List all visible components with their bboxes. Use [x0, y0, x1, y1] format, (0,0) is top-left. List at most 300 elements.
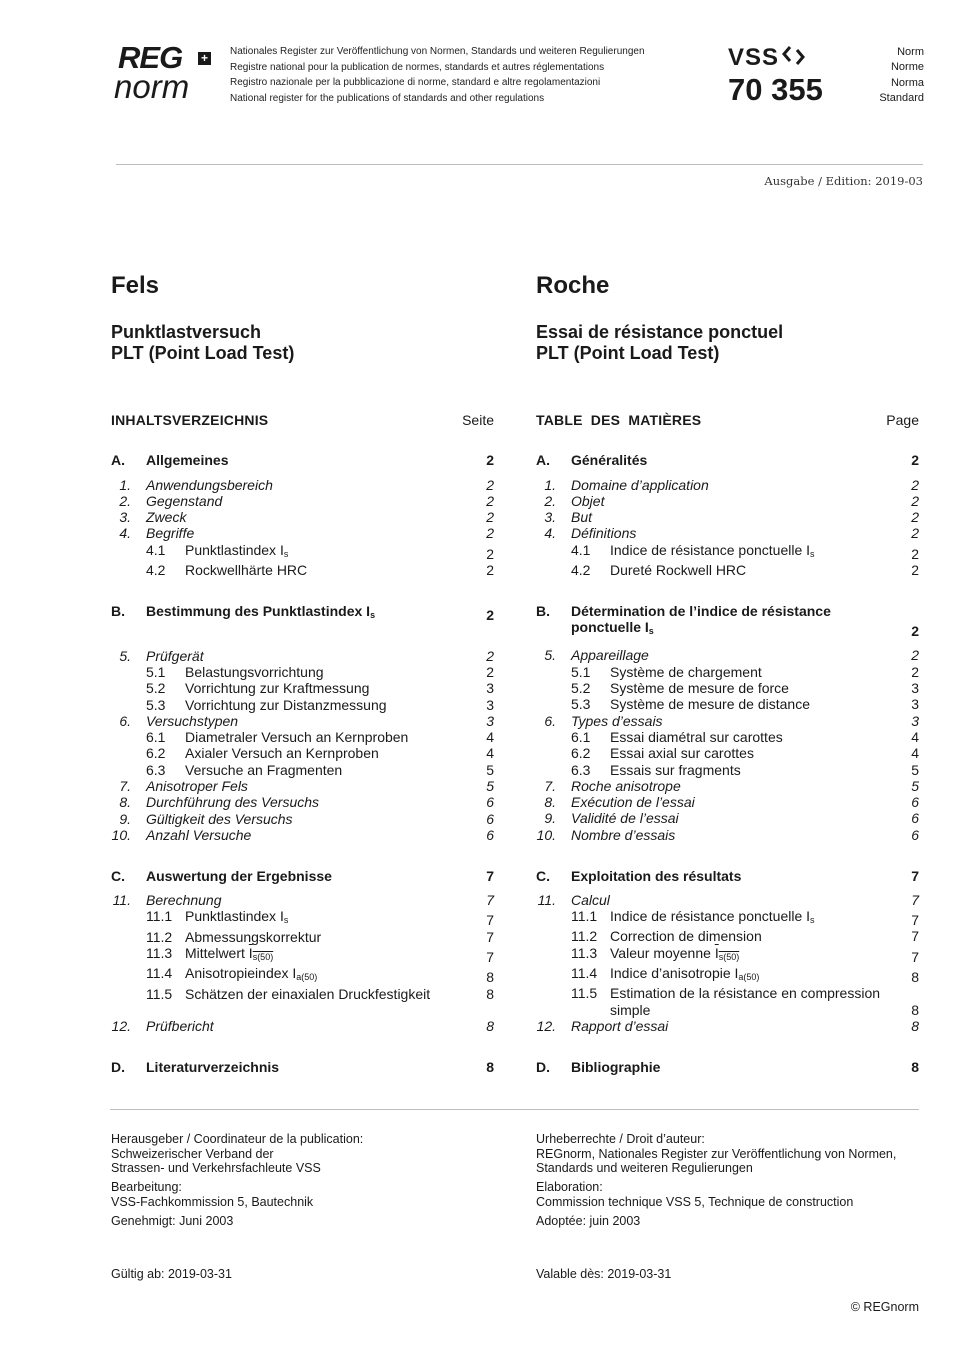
toc-entry[interactable]: [536, 647, 919, 663]
toc-number: 11.1: [571, 908, 598, 925]
toc-entry[interactable]: [111, 811, 494, 827]
toc-text: [185, 908, 464, 928]
editing-label-fr: Elaboration:: [536, 1180, 603, 1195]
toc-entry[interactable]: [536, 696, 919, 712]
toc-page: 2: [911, 647, 919, 664]
toc-page: 8: [486, 969, 494, 986]
toc-entry[interactable]: [111, 794, 494, 810]
vss-logo-text: VSS: [728, 44, 780, 71]
subtitle-de-line-1: Punktlastversuch: [111, 322, 262, 342]
toc-entry[interactable]: [536, 452, 919, 468]
toc-page: 8: [911, 1058, 919, 1075]
toc-entry[interactable]: [536, 1059, 919, 1075]
toc-text: Exécution de l’essai: [571, 794, 695, 811]
toc-text-main: Bestimmung des Punktlastindex I: [146, 602, 371, 619]
toc-text: Généralités: [571, 452, 648, 469]
toc-page: 7: [486, 892, 494, 909]
register-descriptions: [230, 44, 645, 106]
toc-text: [185, 945, 464, 965]
toc-number: 11.3: [571, 944, 598, 961]
toc-text-main: Anisotropieindex I: [185, 965, 297, 982]
toc-page: 2: [486, 525, 494, 542]
toc-page: 2: [911, 562, 919, 579]
toc-entry[interactable]: [111, 868, 494, 884]
toc-text-main: Punktlastindex I: [185, 908, 284, 925]
toc-number: 4.: [544, 525, 556, 542]
toc-text: Système de chargement: [610, 663, 762, 680]
toc-text: Durchführung des Versuchs: [146, 794, 320, 811]
toc-entry[interactable]: [111, 509, 494, 525]
toc-page: 7: [486, 948, 494, 965]
subtitle-de-line-2: PLT (Point Load Test): [111, 343, 295, 363]
subtitle-de: [111, 322, 294, 364]
toc-number: 4.1: [146, 541, 166, 558]
toc-text: [185, 542, 464, 562]
toc-text: [185, 965, 464, 985]
valid-from-fr: Valable dès: 2019-03-31: [536, 1267, 672, 1281]
toc-text: [571, 603, 889, 640]
toc-text-subscript: s: [810, 548, 815, 559]
toc-page: 2: [486, 647, 494, 664]
norm-label-de: Norm: [897, 46, 924, 58]
toc-de-heading: INHALTSVERZEICHNIS: [111, 412, 269, 428]
toc-page: 5: [486, 761, 494, 778]
toc-page: 2: [911, 452, 919, 469]
toc-page: 2: [486, 492, 494, 509]
toc-entry[interactable]: [536, 562, 919, 578]
toc-entry[interactable]: [111, 697, 494, 713]
toc-entry[interactable]: [111, 945, 494, 965]
toc-entry[interactable]: [111, 525, 494, 541]
toc-number: 5.2: [146, 680, 166, 697]
toc-text-main: Indice de résistance ponctuelle I: [610, 541, 811, 558]
publisher-line-1: Schweizerischer Verband der: [111, 1146, 274, 1161]
toc-entry[interactable]: [111, 908, 494, 928]
toc-text: Axialer Versuch an Kernproben: [185, 745, 379, 762]
toc-text: Système de mesure de distance: [610, 696, 810, 713]
toc-number: 11.: [112, 892, 131, 909]
toc-page: 7: [486, 867, 494, 884]
toc-text: Anwendungsbereich: [146, 476, 273, 493]
toc-page: 6: [911, 826, 919, 843]
toc-text-subscript: s(50): [718, 951, 740, 962]
logo-norm-text: norm: [114, 68, 190, 105]
register-line-de: Nationales Register zur Veröffentlichung von Normen, Standards und weiteren Regulierungen: [230, 46, 645, 57]
toc-text: Essai axial sur carottes: [610, 745, 754, 762]
toc-number: 9.: [119, 810, 131, 827]
toc-text: Bibliographie: [571, 1058, 661, 1075]
toc-text-subscript: s: [283, 915, 289, 926]
toc-page: 3: [911, 696, 919, 713]
toc-entry[interactable]: [536, 713, 919, 729]
footer-right: [536, 1132, 926, 1233]
toc-entry[interactable]: [111, 986, 494, 1002]
toc-text: Diametraler Versuch an Kernproben: [185, 729, 409, 746]
toc-fr-header: [536, 412, 919, 428]
toc-fr-page-label: Page: [886, 412, 919, 428]
toc-entry[interactable]: [536, 892, 919, 908]
header-divider: [116, 164, 923, 165]
toc-text: Essai diamétral sur carottes: [610, 728, 783, 745]
toc-text: Vorrichtung zur Distanzmessung: [185, 696, 387, 713]
copyright-label: Urheberrechte / Droit d’auteur:: [536, 1132, 705, 1146]
toc-text-main: Détermination de l’indice de résistance ponctuelle I: [571, 602, 831, 636]
toc-text: Prüfbericht: [146, 1018, 214, 1035]
toc-number: 10.: [536, 826, 556, 843]
toc-text-symbol: I: [248, 944, 253, 961]
toc-entry[interactable]: [536, 664, 919, 680]
toc-entry[interactable]: [111, 827, 494, 843]
toc-number: 11.4: [571, 965, 598, 982]
toc-number: C.: [111, 867, 125, 884]
toc-entry[interactable]: [536, 965, 919, 985]
toc-text: Validité de l’essai: [571, 810, 679, 827]
toc-page: 4: [486, 745, 494, 762]
toc-page: 2: [486, 545, 494, 562]
toc-entry[interactable]: [111, 542, 494, 562]
toc-text: Système de mesure de force: [610, 680, 789, 697]
toc-entry[interactable]: [111, 452, 494, 468]
toc-entry[interactable]: [111, 680, 494, 696]
editing-label-de: Bearbeitung:: [111, 1180, 182, 1195]
toc-number: 6.1: [146, 729, 166, 746]
toc-text: Objet: [571, 492, 605, 509]
toc-number: 6.2: [146, 745, 166, 762]
toc-number: A.: [111, 452, 125, 469]
toc-page: 7: [486, 928, 494, 945]
toc-page: 2: [911, 525, 919, 542]
toc-page: 4: [911, 745, 919, 762]
vss-standard-mark: [728, 44, 838, 106]
publisher-block: [111, 1132, 501, 1176]
toc-page: 7: [911, 948, 919, 965]
toc-number: 6.: [544, 712, 556, 729]
toc-page: 7: [911, 867, 919, 884]
toc-entry[interactable]: [111, 929, 494, 945]
toc-text: But: [571, 509, 593, 526]
valid-from-de: Gültig ab: 2019-03-31: [111, 1267, 232, 1281]
toc-entry[interactable]: [111, 729, 494, 745]
toc-entry[interactable]: [111, 1059, 494, 1075]
toc-entry[interactable]: [111, 762, 494, 778]
toc-page: 2: [911, 476, 919, 493]
standard-number: 70 355: [728, 72, 823, 107]
toc-text: Appareillage: [571, 647, 649, 664]
toc-entry[interactable]: [111, 603, 494, 623]
toc-number: 6.2: [571, 745, 591, 762]
toc-text: Estimation de la résistance en compression simple: [610, 985, 881, 1018]
toc-text: Gegenstand: [146, 492, 223, 509]
toc-number: 12.: [536, 1017, 556, 1034]
toc-page: 8: [486, 1059, 494, 1076]
toc-number: 7.: [544, 777, 556, 794]
toc-entry[interactable]: [111, 477, 494, 493]
toc-page: 8: [911, 1017, 919, 1034]
toc-text: Allgemeines: [146, 452, 229, 469]
toc-text-overline-symbol: [249, 945, 273, 961]
toc-number: 11.: [537, 891, 556, 908]
toc-page: 2: [486, 606, 494, 623]
toc-number: 10.: [111, 826, 131, 843]
toc-text: Berechnung: [146, 892, 222, 909]
editing-value-de: VSS-Fachkommission 5, Bautechnik: [111, 1194, 314, 1209]
toc-fr: [536, 412, 919, 1075]
subtitle-fr: [536, 322, 783, 364]
toc-entry[interactable]: [536, 542, 919, 562]
toc-text: Prüfgerät: [146, 647, 204, 664]
copyright-line-2: Standards und weiteren Regulierungen: [536, 1161, 753, 1176]
toc-page: 2: [911, 623, 919, 640]
toc-entry[interactable]: [111, 664, 494, 680]
toc-entry[interactable]: [536, 762, 919, 778]
toc-page: 2: [911, 492, 919, 509]
toc-number: 11.3: [146, 944, 173, 961]
vss-chevron-icon: [782, 44, 806, 68]
toc-de: [111, 412, 494, 1075]
toc-page: 2: [911, 509, 919, 526]
toc-text-symbol: I: [714, 944, 719, 961]
toc-text: Rockwellhärte HRC: [185, 562, 308, 579]
toc-page: 3: [486, 696, 494, 713]
toc-number: 11.1: [146, 908, 173, 925]
toc-number: 5.2: [571, 680, 591, 697]
toc-entry[interactable]: [111, 778, 494, 794]
toc-entry[interactable]: [536, 810, 919, 826]
toc-number: 7.: [119, 778, 131, 795]
title-de: Fels: [111, 272, 160, 299]
toc-number: 6.3: [571, 761, 591, 778]
toc-text: [610, 542, 889, 562]
toc-entry[interactable]: [111, 892, 494, 908]
edition-label: Ausgabe / Edition: 2019-03: [764, 174, 923, 188]
publisher-line-2: Strassen- und Verkehrsfachleute VSS: [111, 1161, 321, 1176]
toc-entry[interactable]: [536, 525, 919, 541]
swiss-cross-icon: +: [198, 52, 211, 65]
register-line-fr: Registre national pour la publication de normes, standards et autres réglementations: [230, 61, 605, 73]
toc-text: Domaine d’application: [571, 476, 709, 493]
toc-text: Literaturverzeichnis: [146, 1059, 280, 1076]
toc-entry[interactable]: [536, 493, 919, 509]
toc-page: 8: [486, 985, 494, 1002]
norm-language-labels: [879, 45, 924, 106]
toc-text: Zweck: [146, 509, 187, 526]
toc-number: 4.: [119, 525, 131, 542]
toc-number: 9.: [544, 810, 556, 827]
toc-text: [610, 945, 889, 965]
toc-text-main: Indice d’anisotropie I: [610, 965, 739, 982]
toc-text-subscript: s(50): [252, 951, 274, 962]
toc-page: 2: [911, 545, 919, 562]
editing-block-de: [111, 1180, 501, 1209]
toc-number: 8.: [544, 794, 556, 811]
toc-entry[interactable]: [536, 945, 919, 965]
toc-entry[interactable]: [536, 794, 919, 810]
toc-number: 11.5: [146, 985, 173, 1002]
toc-entry[interactable]: [536, 778, 919, 794]
footer-left: [111, 1132, 501, 1233]
toc-number: 2.: [544, 492, 556, 509]
register-line-en: National register for the publications of standards and other regulations: [230, 92, 545, 104]
toc-text: [610, 908, 889, 928]
toc-number: C.: [536, 867, 550, 884]
toc-page: 6: [486, 810, 494, 827]
toc-number: 3.: [119, 509, 131, 526]
toc-page: 4: [486, 729, 494, 746]
toc-text: Rapport d’essai: [571, 1017, 669, 1034]
toc-text: Versuche an Fragmenten: [185, 761, 343, 778]
toc-text: Anzahl Versuche: [146, 826, 252, 843]
toc-page: 7: [486, 912, 494, 929]
toc-number: 12.: [111, 1018, 131, 1035]
toc-text-overline-symbol: [715, 945, 739, 961]
toc-entry[interactable]: [536, 745, 919, 761]
toc-entry[interactable]: [111, 1018, 494, 1034]
toc-text: Correction de dimension: [610, 928, 762, 945]
toc-number: 6.: [119, 712, 131, 729]
toc-page: 2: [486, 509, 494, 526]
toc-page: 6: [911, 794, 919, 811]
toc-page: 6: [486, 826, 494, 843]
regnorm-logo: [114, 42, 214, 106]
toc-page: 5: [486, 778, 494, 795]
norm-label-it: Norma: [890, 76, 924, 89]
toc-number: 5.1: [146, 663, 166, 680]
toc-number: 5.: [544, 647, 556, 664]
approved-de: Genehmigt: Juni 2003: [111, 1213, 234, 1228]
toc-page: 8: [911, 969, 919, 986]
toc-text: Schätzen der einaxialen Druckfestigkeit: [185, 985, 431, 1002]
toc-page: 7: [911, 891, 919, 908]
toc-number: 8.: [119, 794, 131, 811]
toc-page: 3: [911, 712, 919, 729]
toc-entry[interactable]: [111, 562, 494, 578]
toc-entry[interactable]: [536, 1018, 919, 1034]
toc-number: 11.2: [146, 928, 173, 945]
toc-text-subscript: a(50): [738, 972, 760, 983]
toc-page: 2: [486, 663, 494, 680]
toc-number: 4.1: [571, 541, 591, 558]
toc-page: 2: [486, 476, 494, 493]
toc-number: 11.2: [571, 928, 598, 945]
toc-number: D.: [536, 1058, 550, 1075]
toc-entry[interactable]: [111, 713, 494, 729]
toc-entry[interactable]: [111, 965, 494, 985]
toc-de-page-label: Seite: [462, 412, 494, 428]
toc-text-subscript: a(50): [296, 972, 318, 983]
toc-text: Nombre d’essais: [571, 826, 676, 843]
toc-page: 2: [911, 663, 919, 680]
toc-text: Begriffe: [146, 525, 195, 542]
toc-entry[interactable]: [536, 477, 919, 493]
toc-number: 2.: [119, 492, 131, 509]
toc-text: Versuchstypen: [146, 712, 239, 729]
toc-entry[interactable]: [111, 493, 494, 509]
toc-page: 5: [911, 761, 919, 778]
logo-reg-text: REG: [118, 40, 183, 75]
toc-text: [610, 965, 889, 985]
toc-text: Roche anisotrope: [571, 777, 681, 794]
toc-de-header: [111, 412, 494, 428]
toc-number: 1.: [119, 476, 131, 493]
register-line-it: Registro nazionale per la pubblicazione di norme, standard e altre regolamentazioni: [230, 77, 601, 88]
toc-text: Exploitation des résultats: [571, 867, 742, 884]
toc-number: 4.2: [146, 562, 166, 579]
toc-page: 6: [486, 794, 494, 811]
toc-page: 4: [911, 728, 919, 745]
toc-text-main: Valeur moyenne: [610, 944, 715, 961]
toc-text: [146, 603, 464, 623]
toc-entry[interactable]: [536, 985, 919, 1018]
toc-number: 5.3: [571, 696, 591, 713]
toc-text: Définitions: [571, 525, 637, 542]
subtitle-fr-line-2: PLT (Point Load Test): [536, 343, 720, 363]
toc-number: A.: [536, 452, 550, 469]
toc-text-subscript: s: [370, 609, 376, 620]
subtitle-fr-line-1: Essai de résistance ponctuel: [536, 322, 784, 342]
toc-page: 2: [486, 452, 494, 469]
toc-text: Calcul: [571, 891, 610, 908]
toc-page: 3: [911, 680, 919, 697]
toc-number: 4.2: [571, 562, 591, 579]
toc-entry[interactable]: [536, 680, 919, 696]
toc-text: Dureté Rockwell HRC: [610, 562, 747, 579]
toc-text-main: Indice de résistance ponctuelle I: [610, 908, 811, 925]
toc-text: Auswertung der Ergebnisse: [146, 867, 332, 884]
norm-label-en: Standard: [879, 91, 924, 104]
toc-text: Gültigkeit des Versuchs: [146, 810, 293, 827]
toc-page: 5: [911, 777, 919, 794]
approved-fr: Adoptée: juin 2003: [536, 1213, 641, 1228]
toc-entry[interactable]: [536, 928, 919, 944]
copyright-notice: © REGnorm: [850, 1300, 919, 1314]
toc-entry[interactable]: [536, 603, 919, 640]
toc-entry[interactable]: [111, 648, 494, 664]
toc-text: Abmessungskorrektur: [185, 928, 322, 945]
toc-text: Anisotroper Fels: [146, 778, 248, 795]
toc-text-subscript: s: [283, 548, 289, 559]
toc-text-subscript: s: [810, 915, 815, 926]
toc-fr-heading: TABLE DES MATIÈRES: [536, 412, 702, 428]
toc-number: B.: [111, 602, 125, 619]
toc-number: D.: [111, 1059, 125, 1076]
toc-number: 6.3: [146, 761, 166, 778]
toc-page: 7: [911, 928, 919, 945]
copyright-line-1: REGnorm, Nationales Register zur Veröffentlichung von Normen,: [536, 1146, 897, 1161]
toc-entry[interactable]: [536, 908, 919, 928]
toc-text: Types d’essais: [571, 712, 663, 729]
toc-number: 5.1: [571, 663, 591, 680]
toc-text: Vorrichtung zur Kraftmessung: [185, 680, 370, 697]
toc-entry[interactable]: [536, 729, 919, 745]
toc-page: 3: [486, 680, 494, 697]
toc-text: Belastungsvorrichtung: [185, 663, 324, 680]
toc-entry[interactable]: [536, 868, 919, 884]
editing-value-fr: Commission technique VSS 5, Technique de construction: [536, 1194, 854, 1209]
toc-entry[interactable]: [111, 745, 494, 761]
toc-page: 8: [486, 1018, 494, 1035]
toc-page: 8: [911, 1001, 919, 1018]
toc-entry[interactable]: [536, 827, 919, 843]
toc-page: 3: [486, 712, 494, 729]
norm-label-fr: Norme: [890, 61, 924, 74]
toc-page: 6: [911, 810, 919, 827]
toc-number: 5.3: [146, 696, 166, 713]
copyright-block: [536, 1132, 926, 1176]
publisher-label: Herausgeber / Coordinateur de la publication:: [111, 1132, 364, 1146]
toc-entry[interactable]: [536, 509, 919, 525]
toc-number: B.: [536, 602, 550, 619]
toc-page: 7: [911, 912, 919, 929]
